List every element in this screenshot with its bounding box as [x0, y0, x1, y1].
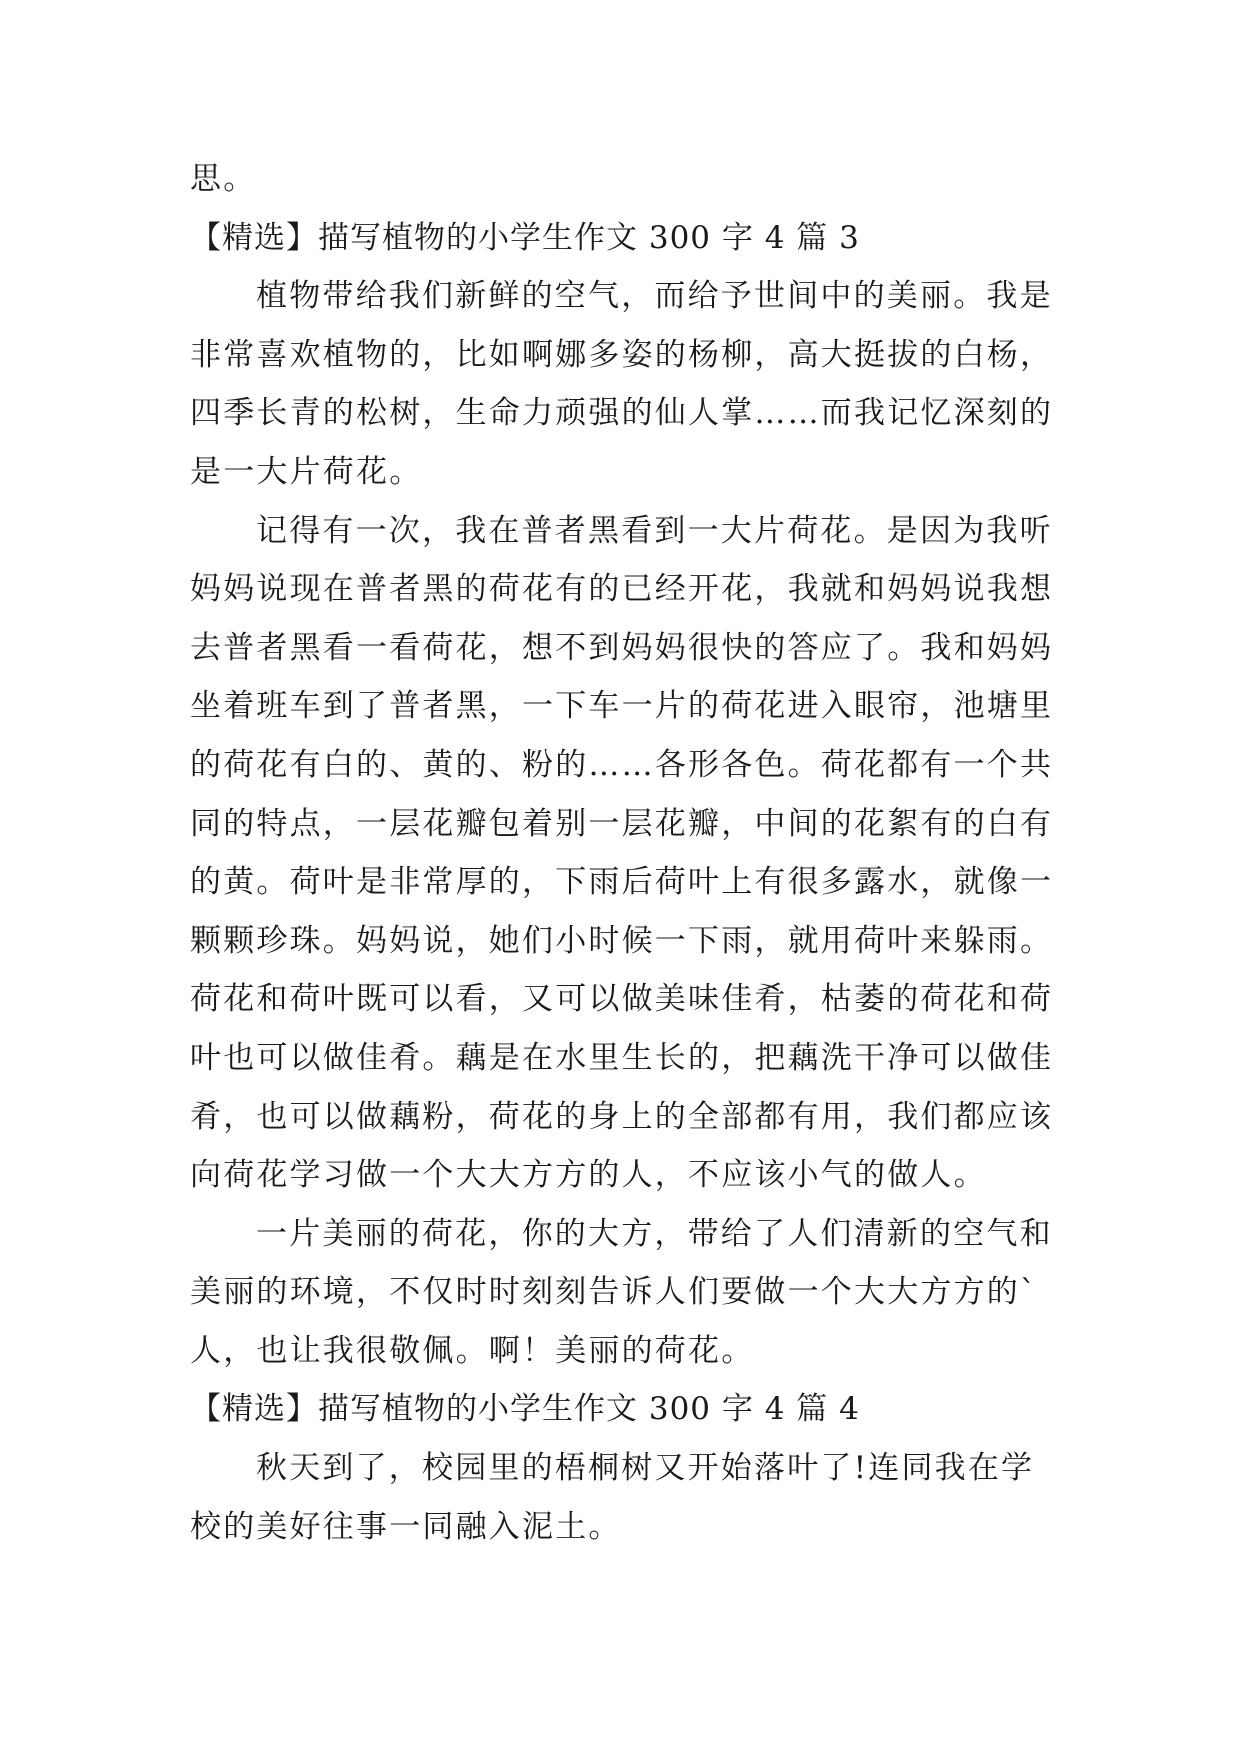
essay-heading-4: 【精选】描写植物的小学生作文 300 字 4 篇 4: [190, 1391, 860, 1428]
text-line: 非常喜欢植物的，比如啊娜多姿的杨柳，高大挺拔的白杨，: [190, 336, 1054, 373]
text-line: 记得有一次，我在普者黑看到一大片荷花。是因为我听: [256, 512, 1053, 549]
text-line: 的荷花有白的、黄的、粉的……各形各色。荷花都有一个共: [190, 746, 1054, 783]
text-line: 秋天到了，校园里的梧桐树又开始落叶了!连同我在学: [256, 1450, 1035, 1487]
text-line: 叶也可以做佳肴。藕是在水里生长的，把藕洗干净可以做佳: [190, 1039, 1054, 1076]
text-line: 植物带给我们新鲜的空气，而给予世间中的美丽。我是: [256, 278, 1053, 315]
text-line: 一片美丽的荷花，你的大方，带给了人们清新的空气和: [256, 1215, 1053, 1252]
text-line: 美丽的环境，不仅时时刻刻告诉人们要做一个大大方方的`: [190, 1274, 1038, 1311]
text-line: 人，也让我很敬佩。啊！美丽的荷花。: [190, 1332, 755, 1369]
text-line: 坐着班车到了普者黑，一下车一片的荷花进入眼帘，池塘里: [190, 688, 1054, 725]
text-line: 是一大片荷花。: [190, 453, 423, 490]
text-line: 颗颗珍珠。妈妈说，她们小时候一下雨，就用荷叶来躲雨。: [190, 922, 1054, 959]
text-line: 妈妈说现在普者黑的荷花有的已经开花，我就和妈妈说我想: [190, 571, 1054, 608]
text-line: 向荷花学习做一个大大方方的人，不应该小气的做人。: [190, 1157, 987, 1194]
text-line: 去普者黑看一看荷花，想不到妈妈很快的答应了。我和妈妈: [190, 629, 1054, 666]
text-line: 同的特点，一层花瓣包着别一层花瓣，中间的花絮有的白有: [190, 805, 1054, 842]
text-line: 四季长青的松树，生命力顽强的仙人掌……而我记忆深刻的: [190, 395, 1054, 432]
text-line: 的黄。荷叶是非常厚的，下雨后荷叶上有很多露水，就像一: [190, 864, 1054, 901]
text-line: 思。: [190, 161, 257, 197]
document-body: [190, 150, 1070, 1556]
essay-heading-3: 【精选】描写植物的小学生作文 300 字 4 篇 3: [190, 219, 860, 256]
text-line: 肴，也可以做藕粉，荷花的身上的全部都有用，我们都应该: [190, 1098, 1054, 1135]
text-line: 校的美好往事一同融入泥土。: [190, 1508, 622, 1545]
text-line: 荷花和荷叶既可以看，又可以做美味佳肴，枯萎的荷花和荷: [190, 981, 1054, 1018]
